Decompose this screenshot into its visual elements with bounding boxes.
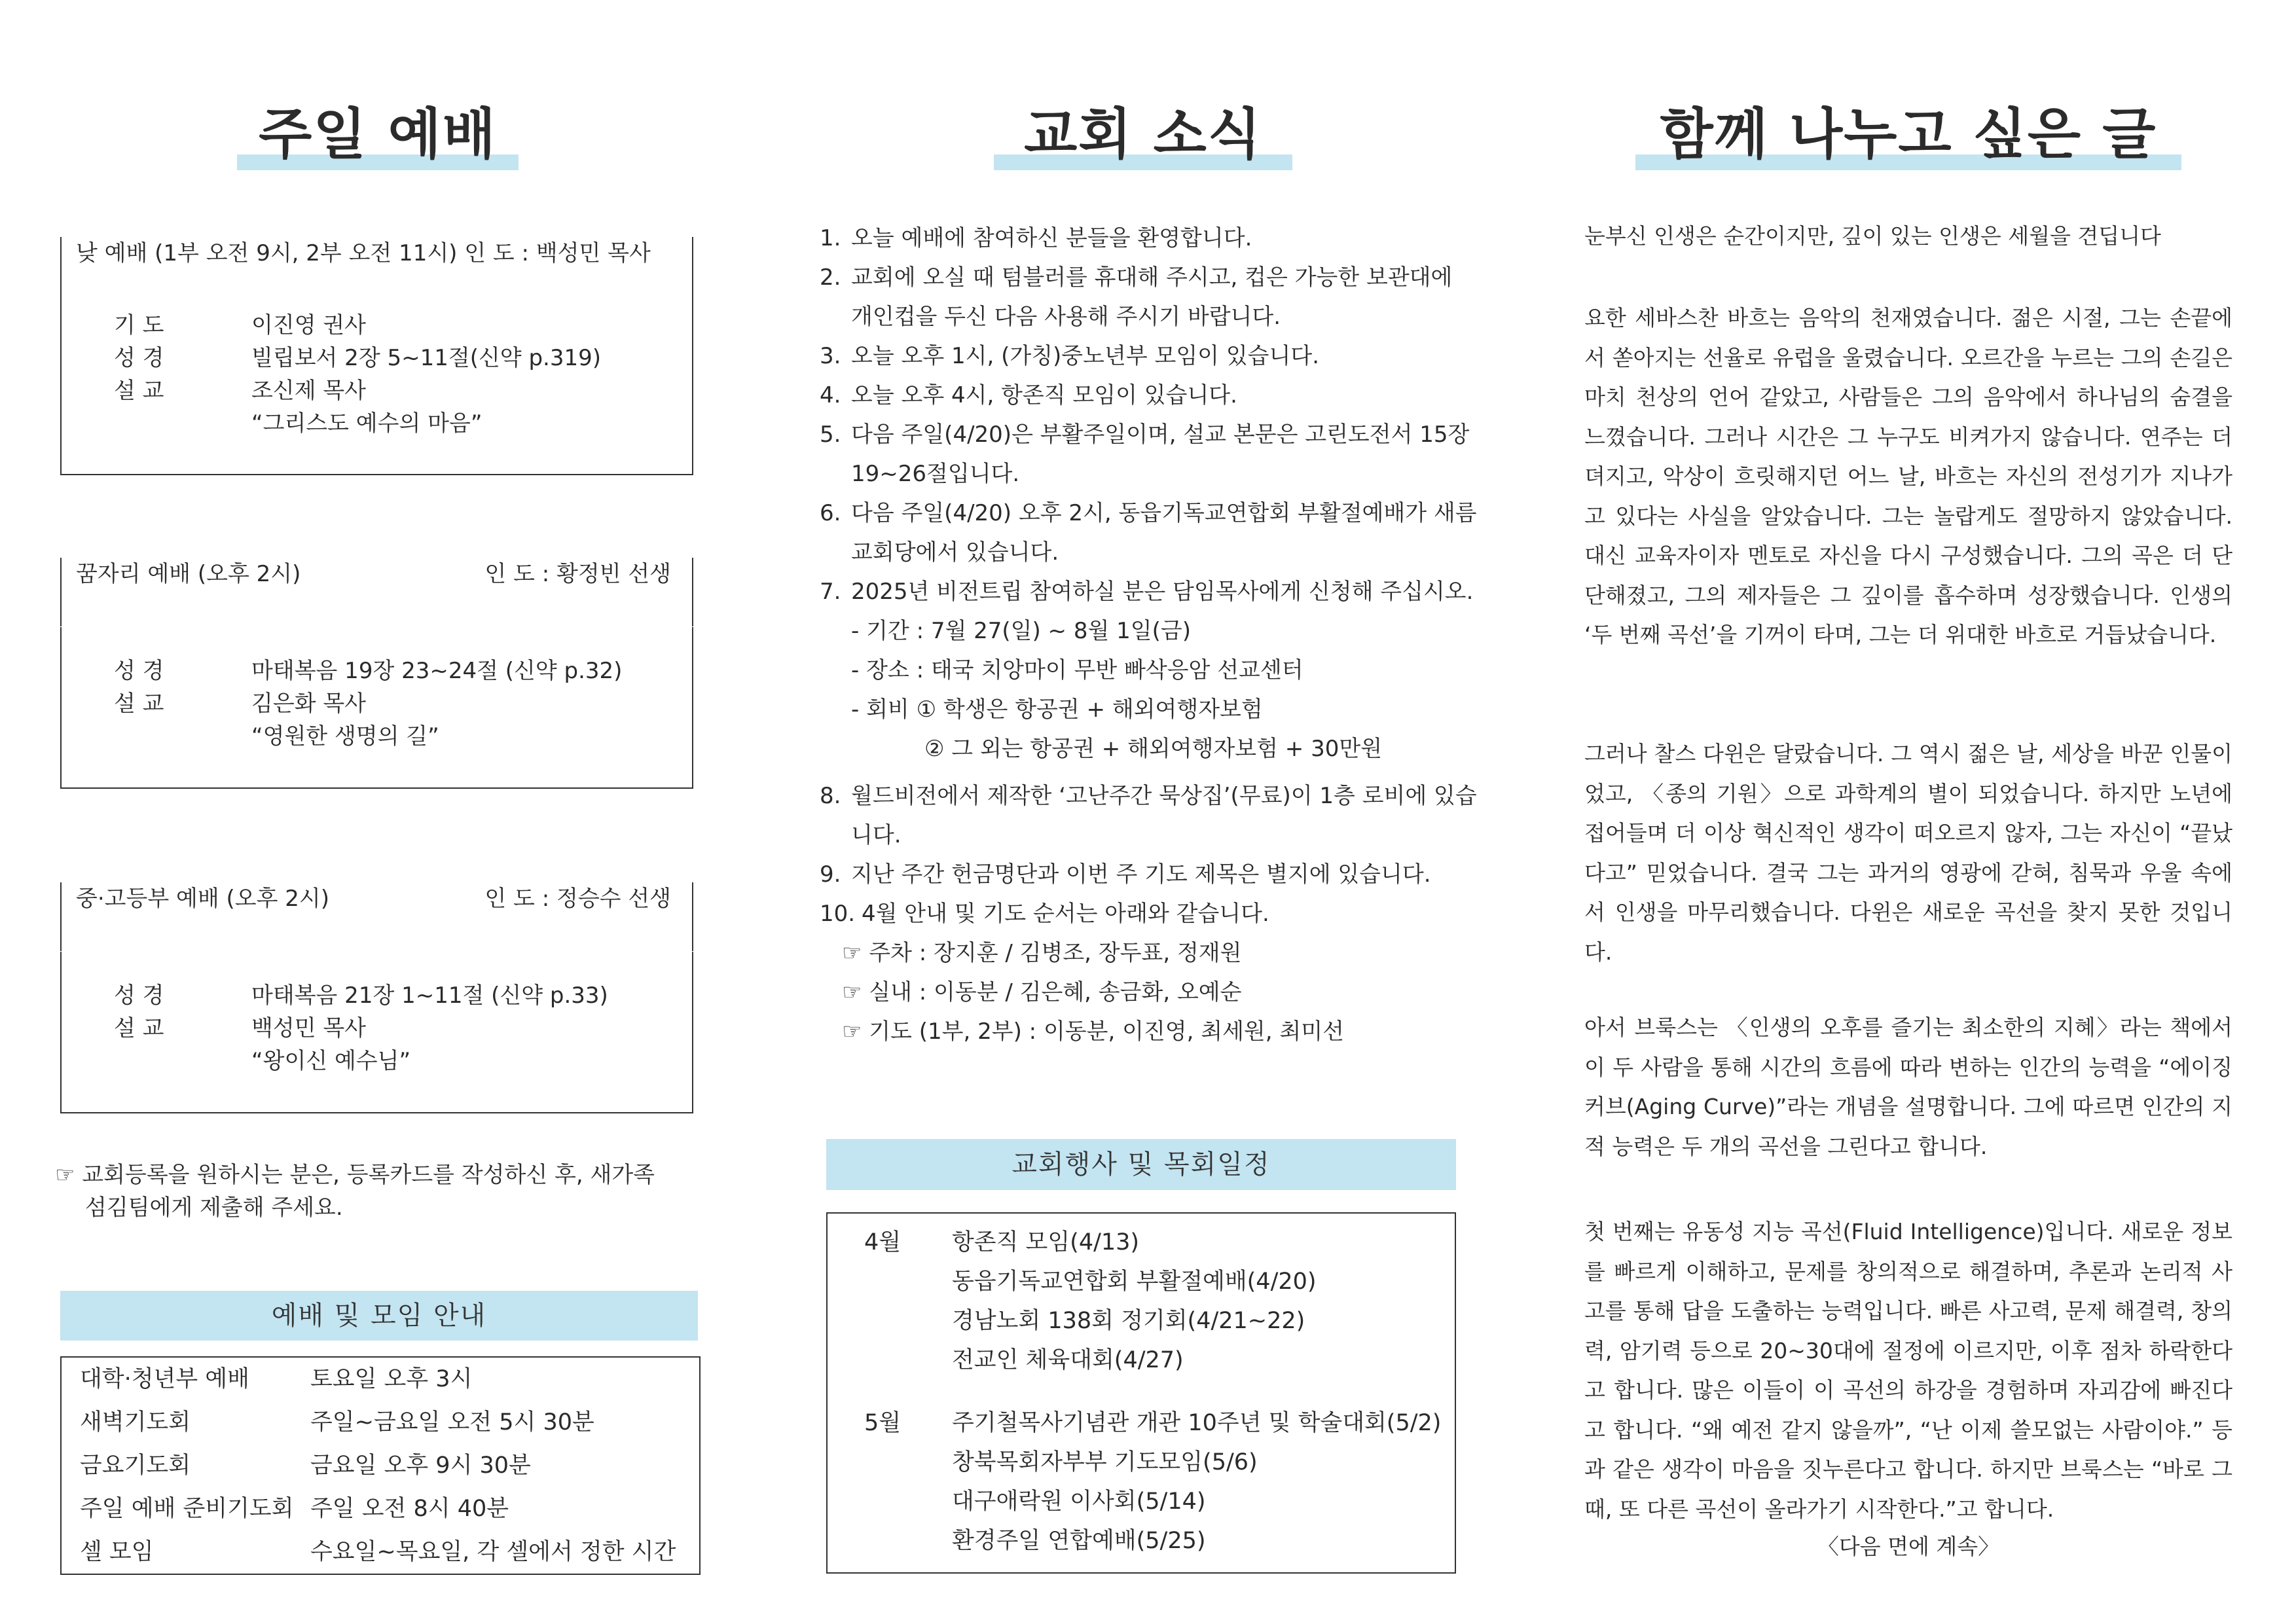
table-row — [62, 1358, 699, 1401]
service-leader: 인 도 : 황정빈 선생 — [484, 561, 671, 587]
sermon-title: “왕이신 예수님” — [251, 1048, 411, 1074]
row-label: 설 교 — [114, 691, 164, 717]
item-text: ☞ 주차 : 장지훈 / 김병조, 장두표, 정재원 — [842, 940, 1242, 966]
schedule-event: 대구애락원 이사회(5/14) — [952, 1489, 1206, 1515]
item-number: 10. — [820, 901, 856, 927]
schedule-event: 환경주일 연합예배(5/25) — [952, 1528, 1206, 1554]
meeting-name: 새벽기도회 — [80, 1409, 191, 1435]
item-text: - 장소 : 태국 치앙마이 무반 빠삭응암 선교센터 — [851, 657, 1303, 683]
row-label: 설 교 — [114, 1015, 164, 1041]
item-text: 니다. — [851, 822, 902, 848]
item-text: 다음 주일(4/20) 오후 2시, 동읍기독교연합회 부활절예배가 새름 — [851, 500, 1477, 526]
meeting-name: 금요기도회 — [80, 1453, 191, 1479]
row-value: 마태복음 19장 23~24절 (신약 p.32) — [251, 658, 623, 684]
essay-paragraph-4: 첫 번째는 유동성 지능 곡선(Fluid Intelligence)입니다. 새로운 정보를 빠르게 이해하고, 문제를 창의적으로 해결하며, 추론과 논리적 사고를 통해 답을 도출하는 능력입니다. 빠른 사고력, 문제 해결력, 창의력, 암기력 등으로 20~30대에 절정에 이르지만, 이후 점차 하락한다고 합니다. 많은 이들이 이 곡선의 하강을 경험하며 자괴감에 빠진다고 합니다. “왜 예전 같지 않을까”, “난 이제 쓸모없는 사람이야.” 등과 같은 생각이 마음을 짓누른다고 합니다. 하지만 브룩스는 “바로 그때, 또 다른 곡선이 올라가기 시작한다.”고 합니다. — [1584, 1219, 2232, 1522]
service-row — [62, 1012, 692, 1045]
right-column-title: 함께 나누고 싶은 글 — [1660, 102, 2157, 166]
item-number: 7. — [820, 579, 841, 605]
meeting-time: 토요일 오후 3시 — [310, 1366, 473, 1392]
row-value: 조신제 목사 — [251, 378, 367, 404]
row-value: 김은화 목사 — [251, 691, 367, 717]
middle-column-title: 교회 소식 — [1024, 102, 1262, 166]
row-value: 이진영 권사 — [251, 312, 367, 338]
service-leader: 인 도 : 정승수 선생 — [484, 886, 671, 912]
continued-note: 〈다음 면에 계속〉 — [1817, 1534, 2000, 1559]
item-text: 월드비전에서 제작한 ‘고난주간 묵상집’(무료)이 1층 로비에 있습 — [851, 783, 1477, 809]
service-row — [62, 407, 692, 440]
item-text: 교회에 오실 때 텀블러를 휴대해 주시고, 컵은 가능한 보관대에 — [851, 264, 1453, 291]
meeting-time: 금요일 오후 9시 30분 — [310, 1453, 531, 1479]
service-row — [62, 1045, 692, 1077]
item-text: 오늘 오후 4시, 항존직 모임이 있습니다. — [851, 382, 1237, 408]
schedule-event: 항존직 모임(4/13) — [952, 1229, 1140, 1255]
service-row — [62, 309, 692, 342]
meetings-header: 예배 및 모임 안내 — [60, 1291, 698, 1341]
row-value: 백성민 목사 — [251, 1015, 367, 1041]
row-value: 마태복음 21장 1~11절 (신약 p.33) — [251, 983, 608, 1009]
row-label: 기 도 — [114, 312, 164, 338]
sermon-title: “영원한 생명의 길” — [251, 723, 439, 749]
service-box-youth-detail — [60, 952, 693, 1113]
schedule-event: 주기철목사기념관 개관 10주년 및 학술대회(5/2) — [952, 1410, 1442, 1436]
schedule-box — [826, 1212, 1456, 1574]
schedule-event: 창북목회자부부 기도모임(5/6) — [952, 1449, 1258, 1475]
row-label: 설 교 — [114, 378, 164, 404]
meeting-name: 셀 모임 — [80, 1539, 154, 1565]
service-header: 중·고등부 예배 (오후 2시) — [76, 886, 329, 912]
essay-subtitle: 눈부신 인생은 순간이지만, 깊이 있는 인생은 세월을 견딥니다 — [1584, 223, 2161, 249]
meeting-time: 수요일~목요일, 각 셀에서 정한 시간 — [310, 1539, 676, 1565]
table-row — [62, 1530, 699, 1574]
row-label: 성 경 — [114, 345, 164, 371]
item-text: - 회비 ① 학생은 항공권 + 해외여행자보험 — [851, 696, 1263, 723]
item-text: 19~26절입니다. — [851, 461, 1020, 487]
item-number: 4. — [820, 382, 841, 408]
essay-paragraph-3: 아서 브룩스는 〈인생의 오후를 즐기는 최소한의 지혜〉라는 책에서 이 두 사람을 통해 시간의 흐름에 따라 변하는 인간의 능력을 “에이징 커브(Aging Curve)”라는 개념을 설명합니다. 그에 따르면 인간의 지적 능력은 두 개의 곡선을 그린다고 합니다. — [1584, 1015, 2232, 1159]
registration-note-line2: 섬김팀에게 제출해 주세요. — [85, 1195, 343, 1221]
item-text: 개인컵을 두신 다음 사용해 주시기 바랍니다. — [851, 304, 1281, 330]
row-value: 빌립보서 2장 5~11절(신약 p.319) — [251, 345, 602, 371]
schedule-event: 경남노회 138회 정기회(4/21~22) — [952, 1308, 1305, 1334]
news-list — [820, 219, 1477, 1056]
registration-note-line1: ☞ 교회등록을 원하시는 분은, 등록카드를 작성하신 후, 새가족 — [55, 1162, 655, 1188]
item-number: 9. — [820, 861, 841, 888]
item-text: 오늘 오후 1시, (가칭)중노년부 모임이 있습니다. — [851, 343, 1320, 369]
item-text: 오늘 예배에 참여하신 분들을 환영합니다. — [851, 225, 1252, 251]
essay-paragraph-2: 그러나 찰스 다윈은 달랐습니다. 그 역시 젊은 날, 세상을 바꾼 인물이었고, 〈종의 기원〉으로 과학계의 별이 되었습니다. 하지만 노년에 접어들며 더 이상 혁신적인 생각이 떠오르지 않자, 그는 자신이 “끝났다고” 믿었습니다. 결국 그는 과거의 영광에 갇혀, 침묵과 우울 속에서 인생을 마무리했습니다. 다윈은 새로운 곡선을 찾지 못한 것입니다. — [1584, 741, 2232, 965]
service-box-main — [60, 237, 693, 475]
service-box-kids-detail — [60, 627, 693, 789]
service-row — [62, 979, 692, 1012]
meeting-time: 주일~금요일 오전 5시 30분 — [310, 1409, 594, 1435]
service-header: 낮 예배 (1부 오전 9시, 2부 오전 11시) 인 도 : 백성민 목사 — [76, 240, 651, 266]
service-row — [62, 720, 692, 753]
service-row — [62, 374, 692, 407]
item-text: ☞ 실내 : 이동분 / 김은혜, 송금화, 오예순 — [842, 979, 1242, 1005]
item-text: 지난 주간 헌금명단과 이번 주 기도 제목은 별지에 있습니다. — [851, 861, 1431, 888]
service-box-kids — [60, 558, 693, 626]
item-text: - 기간 : 7월 27(일) ~ 8월 1일(금) — [851, 618, 1191, 644]
service-box-youth — [60, 882, 693, 951]
item-text: ② 그 외는 항공권 + 해외여행자보험 + 30만원 — [924, 736, 1383, 762]
meeting-name: 대학·청년부 예배 — [80, 1366, 249, 1392]
service-header: 꿈자리 예배 (오후 2시) — [76, 561, 301, 587]
meeting-name: 주일 예배 준비기도회 — [80, 1496, 294, 1522]
item-number: 5. — [820, 422, 841, 448]
table-row — [62, 1401, 699, 1444]
left-column-title: 주일 예배 — [259, 102, 497, 166]
meetings-table — [60, 1356, 701, 1575]
item-text: 2025년 비전트립 참여하실 분은 담임목사에게 신청해 주십시오. — [851, 579, 1474, 605]
item-number: 6. — [820, 500, 841, 526]
service-row — [62, 687, 692, 720]
schedule-month: 4월 — [864, 1229, 902, 1255]
item-number: 8. — [820, 783, 841, 809]
schedule-month: 5월 — [864, 1410, 902, 1436]
schedule-event: 동읍기독교연합회 부활절예배(4/20) — [952, 1269, 1317, 1295]
meeting-time: 주일 오전 8시 40분 — [310, 1496, 509, 1522]
item-number: 3. — [820, 343, 841, 369]
table-row — [62, 1487, 699, 1530]
essay-paragraph-1: 요한 세바스찬 바흐는 음악의 천재였습니다. 젊은 시절, 그는 손끝에서 쏟아지는 선율로 유럽을 울렸습니다. 오르간을 누르는 그의 손길은 마치 천상의 언어 같았고, 사람들은 그의 음악에서 하나님의 숨결을 느꼈습니다. 그러나 시간은 그 누구도 비켜가지 않습니다. 연주는 더뎌지고, 악상이 흐릿해지던 어느 날, 바흐는 자신의 전성기가 지나가고 있다는 사실을 알았습니다. 그는 놀랍게도 절망하지 않았습니다. 대신 교육자이자 멘토로 자신을 다시 구성했습니다. 그의 곡은 더 단단해졌고, 그의 제자들은 그 깊이를 흡수하며 성장했습니다. 인생의 ‘두 번째 곡선’을 기꺼이 타며, 그는 더 위대한 바흐로 거듭났습니다. — [1584, 305, 2232, 647]
item-number: 2. — [820, 264, 841, 291]
service-row — [62, 342, 692, 374]
schedule-header: 교회행사 및 목회일정 — [826, 1139, 1456, 1190]
schedule-event: 전교인 체육대회(4/27) — [952, 1347, 1184, 1373]
item-text: ☞ 기도 (1부, 2부) : 이동분, 이진영, 최세원, 최미선 — [842, 1019, 1344, 1045]
item-text: 교회당에서 있습니다. — [851, 539, 1059, 566]
service-row — [62, 655, 692, 687]
item-number: 1. — [820, 225, 841, 251]
row-label: 성 경 — [114, 658, 164, 684]
sermon-title: “그리스도 예수의 마음” — [251, 410, 483, 437]
row-label: 성 경 — [114, 983, 164, 1009]
table-row — [62, 1444, 699, 1487]
item-text: 다음 주일(4/20)은 부활주일이며, 설교 본문은 고린도전서 15장 — [851, 422, 1470, 448]
item-text: 4월 안내 및 기도 순서는 아래와 같습니다. — [862, 901, 1269, 927]
